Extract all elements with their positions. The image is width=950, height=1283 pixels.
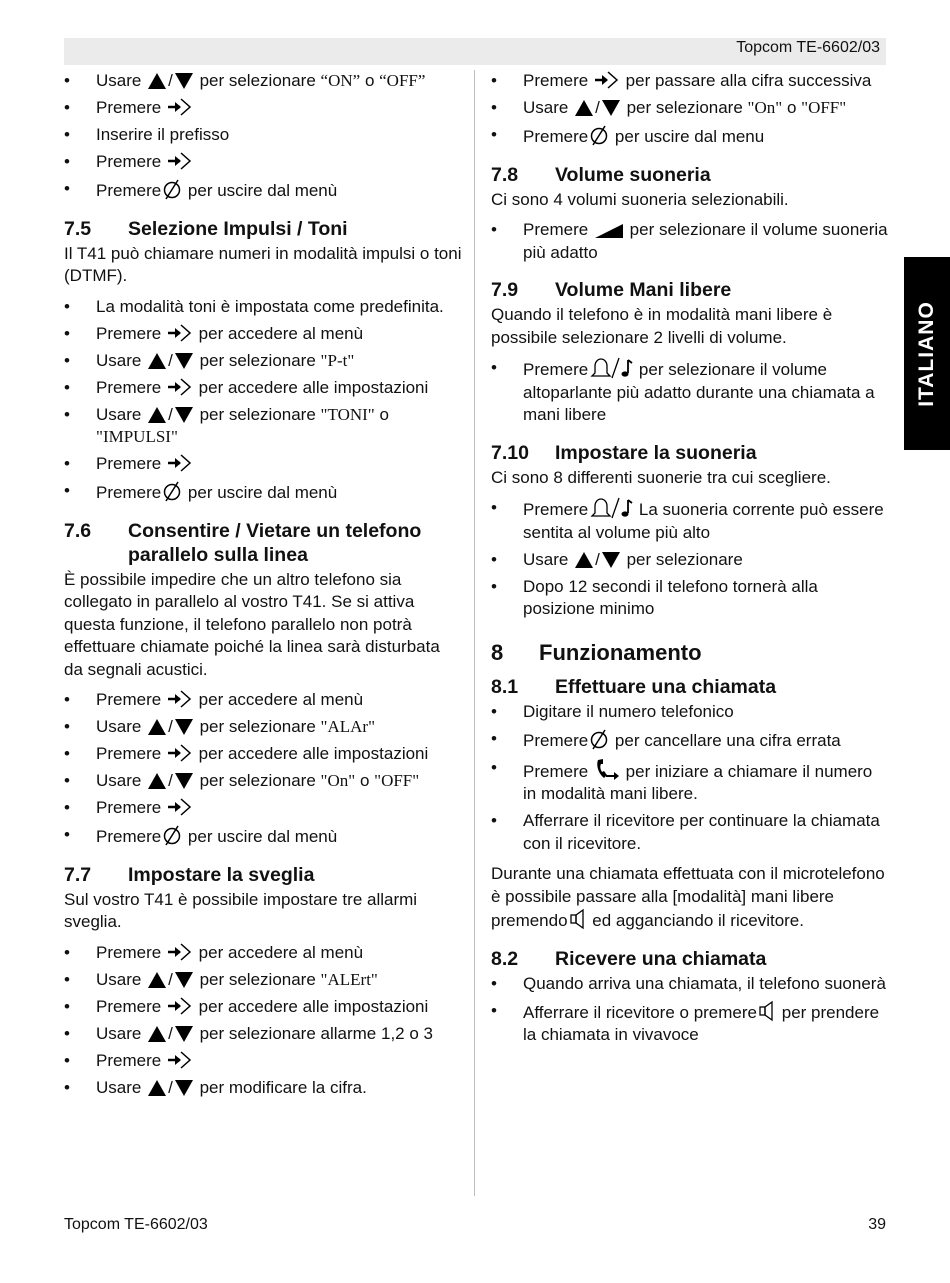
down-arrow-icon (174, 971, 194, 989)
note-icon (589, 497, 633, 519)
section-heading-7-10: 7.10 Impostare la suoneria (491, 441, 757, 464)
enter-arrow-icon (594, 70, 620, 90)
list-item: • Usare / per selezionare "P-t" (64, 350, 462, 373)
list-item: • Premere per accedere alle impostazioni (64, 743, 462, 766)
list-item: • Premere La suoneria corrente può essere sentita al volume più alto (491, 497, 889, 544)
up-arrow-icon (147, 352, 167, 370)
language-tab (904, 257, 950, 450)
section-7-10-list (491, 497, 889, 621)
intro-list (64, 70, 462, 203)
list-item: • Afferrare il ricevitore per continuare la chiamata con il ricevitore. (491, 810, 889, 855)
list-item: • Premere (64, 151, 462, 174)
left-column (64, 70, 462, 1104)
section-7-9-list (491, 357, 889, 427)
up-arrow-icon (147, 772, 167, 790)
section-paragraph: È possibile impedire che un altro telefono sia collegato in parallelo al vostro T41. Se si attiva questa funzione, il telefono parallelo non potrà effettuare chiamate poiché la linea sarà disturbata da segnali acustici. (64, 569, 440, 679)
enter-arrow-icon (167, 97, 193, 117)
list-item: • Usare / per selezionare allarme 1,2 o 3 (64, 1023, 462, 1046)
handsfree-phone-icon (594, 757, 620, 781)
up-arrow-icon (574, 551, 594, 569)
list-item: • Afferrare il ricevitore o premere per prendere la chiamata in vivavoce (491, 1000, 889, 1047)
list-item: • Premere per accedere alle impostazioni (64, 377, 462, 400)
section-7-6-list (64, 689, 462, 849)
list-item: • Premere per accedere alle impostazioni (64, 996, 462, 1019)
list-item: • Premere per selezionare il volume altoparlante più adatto durante una chiamata a mani libere (491, 357, 889, 427)
list-item: • Premere (64, 453, 462, 476)
page-number: 39 (868, 1216, 886, 1233)
chapter-heading-8: 8 Funzionamento (491, 639, 702, 665)
list-item: • Usare / per selezionare "ALAr" (64, 716, 462, 739)
enter-arrow-icon (167, 797, 193, 817)
up-arrow-icon (147, 1079, 167, 1097)
list-item: • Premere per iniziare a chiamare il numero in modalità mani libere. (491, 757, 889, 806)
section-7-7-list (64, 942, 462, 1100)
section-heading-7-8: 7.8 Volume suoneria (491, 163, 711, 186)
enter-arrow-icon (167, 996, 193, 1016)
list-item: • Inserire il prefisso (64, 124, 462, 147)
language-tab-label: ITALIANO (915, 300, 938, 407)
erase-icon (162, 178, 182, 200)
up-arrow-icon (147, 72, 167, 90)
down-arrow-icon (174, 1079, 194, 1097)
list-item: • Premere per cancellare una cifra errata (491, 728, 889, 753)
list-item: • Premere per accedere al menù (64, 942, 462, 965)
intro-list-right (491, 70, 889, 149)
section-paragraph: Durante una chiamata effettuata con il microtelefono è possibile passare alla [modalità] mani libere premendo ed agganciando il ricevitore. (491, 864, 885, 930)
list-item: • Usare / per selezionare "ALErt" (64, 969, 462, 992)
list-item: • Premere (64, 797, 462, 820)
section-8-2-list (491, 973, 889, 1047)
erase-icon (589, 124, 609, 146)
list-item: • Dopo 12 secondi il telefono tornerà alla posizione minimo (491, 576, 889, 621)
speaker-icon (758, 1000, 776, 1022)
down-arrow-icon (601, 99, 621, 117)
down-arrow-icon (174, 1025, 194, 1043)
list-item: • Premere per selezionare il volume suoneria più adatto (491, 219, 889, 264)
up-arrow-icon (147, 406, 167, 424)
list-item: • Usare / per modificare la cifra. (64, 1077, 462, 1100)
erase-icon (162, 824, 182, 846)
list-item: • Digitare il numero telefonico (491, 701, 889, 724)
list-item: • Usare / per selezionare (491, 549, 889, 572)
erase-icon (162, 480, 182, 502)
erase-icon (589, 728, 609, 750)
section-paragraph: Quando il telefono è in modalità mani libere è possibile selezionare 2 livelli di volume. (491, 305, 833, 347)
footer-title: Topcom TE-6602/03 (64, 1216, 208, 1233)
down-arrow-icon (601, 551, 621, 569)
section-7-5-list (64, 296, 462, 505)
header-band (64, 38, 886, 65)
up-arrow-icon (147, 971, 167, 989)
list-item: • Premere per passare alla cifra successiva (491, 70, 889, 93)
list-item: • Usare / per selezionare "On" o "OFF" (64, 770, 462, 793)
bell-icon (589, 357, 633, 379)
enter-arrow-icon (167, 377, 193, 397)
up-arrow-icon (147, 718, 167, 736)
enter-arrow-icon (167, 942, 193, 962)
list-item: • Premere per accedere al menù (64, 689, 462, 712)
list-item: • Premere per uscire dal menù (64, 480, 462, 505)
right-column (491, 70, 889, 1051)
enter-arrow-icon (167, 453, 193, 473)
list-item: • Premere per uscire dal menu (491, 124, 889, 149)
section-paragraph: Ci sono 8 differenti suonerie tra cui scegliere. (491, 467, 831, 487)
section-heading-7-6: 7.6 Consentire / Vietare un telefono parallelo sulla linea (64, 519, 422, 566)
enter-arrow-icon (167, 689, 193, 709)
section-heading-8-1: 8.1 Effettuare una chiamata (491, 675, 777, 698)
down-arrow-icon (174, 72, 194, 90)
enter-arrow-icon (167, 151, 193, 171)
down-arrow-icon (174, 718, 194, 736)
volume-wedge-icon (594, 223, 624, 239)
list-item: • La modalità toni è impostata come predefinita. (64, 296, 462, 319)
up-arrow-icon (147, 1025, 167, 1043)
section-heading-7-9: 7.9 Volume Mani libere (491, 279, 732, 301)
list-item: • Premere (64, 1050, 462, 1073)
header-title: Topcom TE-6602/03 (736, 39, 880, 56)
enter-arrow-icon (167, 1050, 193, 1070)
list-item: • Usare / per selezionare "On" o "OFF" (491, 97, 889, 120)
enter-arrow-icon (167, 743, 193, 763)
enter-arrow-icon (167, 323, 193, 343)
speaker-icon (569, 908, 587, 930)
list-item: • Quando arriva una chiamata, il telefono suonerà (491, 973, 889, 996)
list-item: • Premere per uscire dal menù (64, 178, 462, 203)
section-7-8-list (491, 219, 889, 264)
section-paragraph: Sul vostro T41 è possibile impostare tre allarmi sveglia. (64, 889, 418, 931)
list-item: • Premere (64, 97, 462, 120)
list-item: • Usare / per selezionare “ON” o “OFF” (64, 70, 462, 93)
down-arrow-icon (174, 406, 194, 424)
down-arrow-icon (174, 352, 194, 370)
column-divider (474, 70, 475, 1196)
section-heading-8-2: 8.2 Ricevere una chiamata (491, 947, 767, 970)
list-item: • Premere per uscire dal menù (64, 824, 462, 849)
list-item: • Premere per accedere al menù (64, 323, 462, 346)
up-arrow-icon (574, 99, 594, 117)
section-paragraph: Ci sono 4 volumi suoneria selezionabili. (491, 189, 789, 209)
section-heading-7-5: 7.5 Selezione Impulsi / Toni (64, 217, 348, 240)
down-arrow-icon (174, 772, 194, 790)
section-8-1-list (491, 701, 889, 856)
list-item: • Usare / per selezionare "TONI" o "IMPULSI" (64, 404, 462, 449)
section-paragraph: Il T41 può chiamare numeri in modalità impulsi o toni (DTMF). (64, 243, 462, 285)
section-heading-7-7: 7.7 Impostare la sveglia (64, 863, 315, 886)
